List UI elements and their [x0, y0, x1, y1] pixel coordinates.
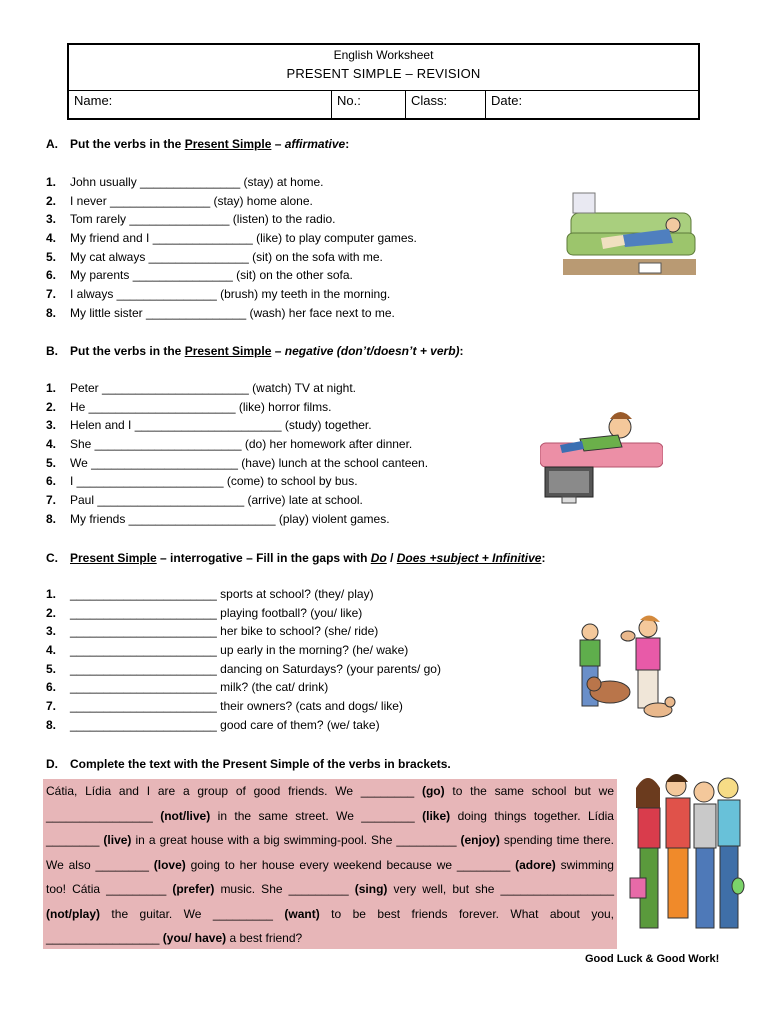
item-text: ______________________ playing football? (you/ like)	[70, 605, 363, 620]
exercise-item	[46, 266, 417, 285]
paragraph-text: in the same street. We ________	[210, 808, 423, 823]
item-text: Peter ______________________ (watch) TV at night.	[70, 381, 356, 395]
header-title-area	[69, 45, 698, 91]
paragraph-text: going to her house every weekend because we ________	[185, 857, 516, 872]
section-c-list	[46, 585, 441, 735]
item-number: 7.	[46, 287, 57, 302]
paragraph-text: spending time there. We also ________	[46, 833, 614, 872]
paragraph-text: a best friend?	[226, 931, 303, 945]
section-b-list	[46, 379, 428, 529]
paragraph-text: in a great house with a big swimming-pool. She _________	[131, 833, 461, 847]
item-text: ______________________ dancing on Saturdays? (your parents/ go)	[70, 661, 441, 676]
heading-italic: negative (don’t/doesn’t + verb)	[284, 344, 460, 358]
exercise-item	[46, 210, 417, 229]
item-number: 4.	[46, 643, 57, 658]
number-label: No.:	[337, 93, 361, 108]
exercise-item	[46, 641, 441, 660]
date-field[interactable]	[486, 91, 698, 120]
heading-text: :	[541, 551, 546, 565]
verb-hint: (not/play)	[46, 906, 100, 921]
item-number: 3.	[46, 212, 57, 227]
item-text: My parents _______________ (sit) on the other sofa.	[70, 268, 353, 283]
item-text: I ______________________ (come) to school by bus.	[70, 474, 358, 489]
heading-text: –	[271, 137, 285, 151]
section-letter: A.	[46, 137, 58, 151]
exercise-item	[46, 435, 428, 454]
exercise-item	[46, 716, 441, 735]
heading-underlined: Present Simple	[184, 344, 272, 358]
item-number: 3.	[46, 624, 57, 639]
worksheet-subtitle: English Worksheet	[333, 48, 434, 62]
item-number: 8.	[46, 717, 57, 732]
item-number: 8.	[46, 511, 57, 526]
exercise-item	[46, 304, 417, 323]
footer-message: Good Luck & Good Work!	[585, 953, 720, 965]
exercise-item	[46, 585, 441, 604]
exercise-item	[46, 454, 428, 473]
exercise-item	[46, 229, 417, 248]
item-text: She ______________________ (do) her homework after dinner.	[70, 437, 413, 452]
item-text: ______________________ their owners? (cats and dogs/ like)	[70, 699, 403, 714]
item-number: 4.	[46, 437, 57, 452]
paragraph-text: to be best friends forever. What about you, _________________	[46, 906, 615, 945]
heading-text: –	[271, 344, 285, 358]
item-number: 5.	[46, 249, 57, 264]
student-info-row	[69, 91, 698, 120]
verb-hint: (adore)	[515, 857, 556, 872]
paragraph-text: swimming too! Cátia _________	[46, 857, 614, 896]
heading-text: :	[345, 137, 350, 151]
exercise-item	[46, 248, 417, 267]
section-letter: B.	[46, 344, 58, 358]
item-number: 4.	[46, 231, 57, 246]
class-field[interactable]	[406, 91, 486, 120]
paragraph-text: Cátia, Lídia and I are a group of good friends. We ________	[46, 784, 422, 798]
exercise-item	[46, 604, 441, 623]
family-pets-illustration	[572, 612, 678, 722]
item-number: 1.	[46, 587, 57, 601]
section-letter: C.	[46, 551, 58, 565]
item-text: Paul ______________________ (arrive) late at school.	[70, 493, 363, 508]
item-number: 5.	[46, 455, 57, 470]
heading-text: Put the verbs in the	[70, 344, 185, 358]
item-number: 2.	[46, 399, 57, 414]
item-text: ______________________ milk? (the cat/ drink)	[70, 680, 329, 695]
item-text: ______________________ up early in the morning? (he/ wake)	[70, 643, 409, 658]
heading-text: Complete the text with the Present Simple of the verbs in brackets.	[70, 757, 451, 771]
item-number: 3.	[46, 418, 57, 433]
item-text: My cat always _______________ (sit) on the sofa with me.	[70, 249, 383, 264]
exercise-item	[46, 416, 428, 435]
name-label: Name:	[74, 93, 113, 108]
item-text: John usually _______________ (stay) at home.	[70, 175, 324, 189]
heading-text: – interrogative – Fill in the gaps with	[156, 551, 371, 565]
item-number: 6.	[46, 680, 57, 695]
section-a-heading	[46, 137, 349, 151]
item-number: 2.	[46, 605, 57, 620]
heading-underlined-italic: Does +subject + Infinitive	[396, 551, 542, 565]
verb-hint: (like)	[422, 808, 451, 823]
exercise-item	[46, 285, 417, 304]
exercise-item	[46, 622, 441, 641]
verb-hint: (live)	[103, 833, 132, 847]
paragraph-text: very well, but she _________________	[387, 882, 614, 896]
item-number: 7.	[46, 493, 57, 508]
heading-text: Put the verbs in the	[70, 137, 185, 151]
item-number: 7.	[46, 699, 57, 714]
exercise-item	[46, 491, 428, 510]
exercise-item	[46, 510, 428, 529]
verb-hint: (want)	[284, 906, 320, 921]
exercise-item	[46, 192, 417, 211]
exercise-item	[46, 678, 441, 697]
section-b-heading	[46, 344, 464, 358]
item-text: ______________________ sports at school? (they/ play)	[70, 587, 374, 601]
heading-italic: affirmative	[284, 137, 346, 151]
gap-fill-paragraph	[43, 779, 617, 949]
verb-hint: (prefer)	[172, 882, 215, 896]
heading-underlined: Present Simple	[184, 137, 272, 151]
exercise-item	[46, 398, 428, 417]
exercise-item	[46, 697, 441, 716]
item-text: I never _______________ (stay) home alone.	[70, 193, 313, 208]
item-text: My little sister _______________ (wash) her face next to me.	[70, 305, 395, 320]
paragraph-text: the guitar. We _________	[100, 906, 285, 921]
verb-hint: (enjoy)	[460, 833, 500, 847]
verb-hint: (love)	[153, 857, 186, 872]
item-number: 5.	[46, 661, 57, 676]
section-d-heading	[46, 757, 451, 771]
item-text: He ______________________ (like) horror films.	[70, 399, 332, 414]
section-letter: D.	[46, 757, 58, 771]
sofa-illustration	[561, 183, 698, 282]
exercise-item	[46, 379, 428, 398]
section-a-list	[46, 173, 417, 323]
item-text: ______________________ good care of them? (we/ take)	[70, 717, 380, 732]
item-text: My friend and I _______________ (like) to play computer games.	[70, 231, 417, 246]
paragraph-text: doing things together. Lídia ________	[46, 808, 614, 847]
item-text: I always _______________ (brush) my teeth in the morning.	[70, 287, 391, 302]
item-number: 2.	[46, 193, 57, 208]
number-field[interactable]	[332, 91, 406, 120]
heading-text: :	[459, 344, 464, 358]
item-text: We ______________________ (have) lunch at the school canteen.	[70, 455, 429, 470]
heading-text: /	[386, 551, 397, 565]
item-text: ______________________ her bike to school? (she/ ride)	[70, 624, 379, 639]
item-text: Tom rarely _______________ (listen) to the radio.	[70, 212, 336, 227]
exercise-item	[46, 173, 417, 192]
name-field[interactable]	[69, 91, 332, 120]
paragraph-text: music. She _________	[214, 882, 355, 896]
item-number: 6.	[46, 268, 57, 283]
paragraph-text: to the same school but we ________________	[46, 784, 614, 823]
item-text: Helen and I ______________________ (study) together.	[70, 418, 372, 433]
verb-hint: (sing)	[354, 882, 388, 896]
boy-on-bed-illustration	[540, 405, 663, 510]
date-label: Date:	[491, 93, 523, 108]
section-c-heading	[46, 551, 545, 565]
item-number: 1.	[46, 381, 57, 395]
item-number: 1.	[46, 175, 57, 189]
worksheet-header	[67, 43, 700, 120]
exercise-item	[46, 660, 441, 679]
verb-hint: (you/ have)	[162, 931, 227, 945]
item-number: 8.	[46, 305, 57, 320]
exercise-item	[46, 472, 428, 491]
verb-hint: (not/live)	[160, 808, 211, 823]
item-text: My friends ______________________ (play) violent games.	[70, 511, 390, 526]
friends-illustration	[624, 768, 748, 948]
worksheet-title: PRESENT SIMPLE – REVISION	[286, 66, 481, 81]
heading-underlined: Present Simple	[70, 551, 157, 565]
heading-underlined-italic: Do	[370, 551, 387, 565]
verb-hint: (go)	[421, 784, 445, 798]
item-number: 6.	[46, 474, 57, 489]
class-label: Class:	[411, 93, 448, 108]
